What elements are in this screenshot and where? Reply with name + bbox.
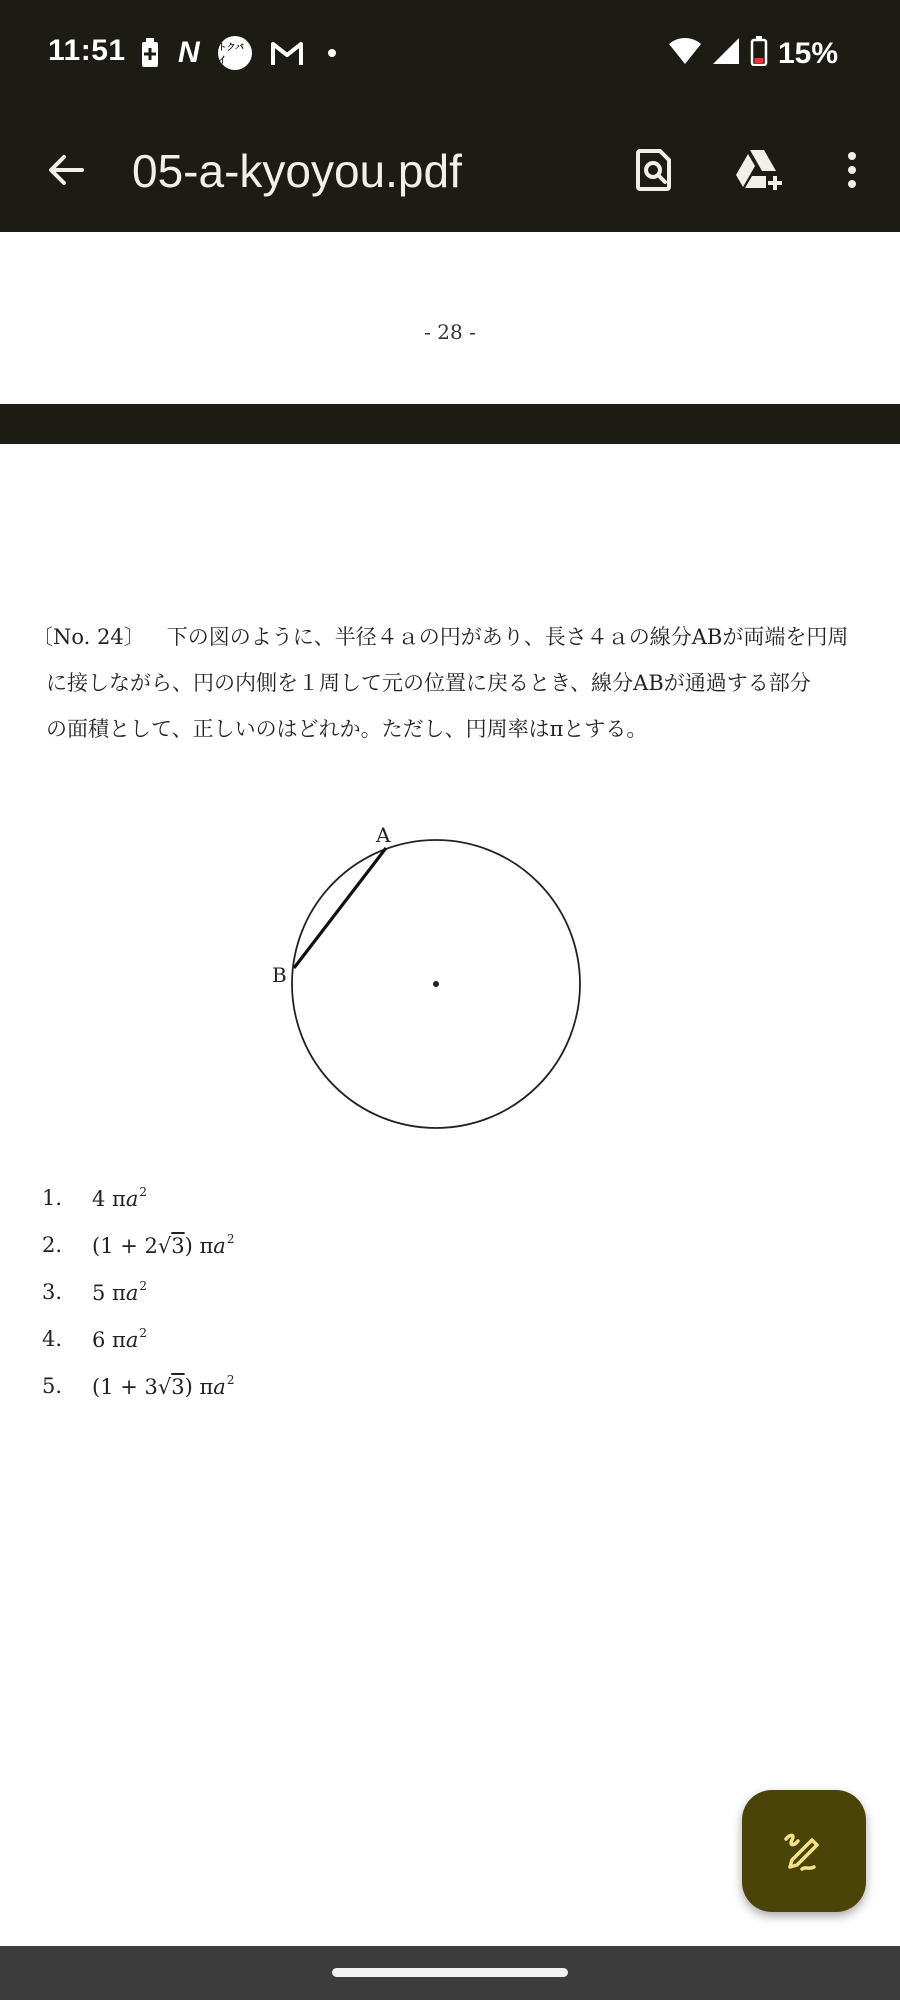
system-icons — [668, 36, 838, 71]
question-number: 〔No. 24〕 — [32, 625, 145, 649]
choice-post: ) π — [184, 1374, 214, 1399]
find-in-document-icon — [634, 148, 674, 192]
pdf-page-current — [0, 444, 900, 1946]
choice-2 — [42, 1221, 234, 1268]
choice-text — [92, 1185, 147, 1211]
choice-exp: 2 — [226, 1372, 235, 1387]
choice-exp: 2 — [226, 1231, 235, 1246]
choice-number: 1. — [42, 1185, 63, 1210]
choice-root: 3 — [171, 1233, 185, 1258]
battery-charging-icon — [140, 38, 160, 68]
segment-ab — [294, 848, 386, 968]
choice-coef: 5 π — [92, 1280, 126, 1305]
choice-var: a — [125, 1280, 139, 1305]
add-to-drive-icon — [735, 148, 785, 192]
page-number: - 28 - — [424, 320, 476, 344]
choice-coef: (1 + 2√ — [92, 1233, 172, 1258]
choice-5 — [42, 1362, 234, 1409]
choice-text — [92, 1373, 234, 1399]
choice-number: 2. — [42, 1232, 63, 1257]
choice-text — [92, 1326, 147, 1352]
status-time: 11:51 — [48, 34, 126, 67]
app-bar — [0, 110, 900, 232]
choice-number: 5. — [42, 1373, 63, 1398]
pdf-viewer[interactable] — [0, 232, 900, 1946]
gmail-icon — [270, 38, 304, 68]
question-line-3: の面積として、正しいのはどれか。ただし、円周率はπとする。 — [46, 717, 648, 741]
answer-choices — [42, 1174, 234, 1409]
notification-icons — [140, 36, 336, 70]
question-line-2: に接しながら、円の内側を１周して元の位置に戻るとき、線分ABが通過する部分 — [46, 671, 811, 695]
back-arrow-icon — [46, 150, 86, 190]
annotate-button[interactable] — [742, 1790, 866, 1912]
circle-center — [433, 981, 439, 987]
home-indicator[interactable] — [332, 1968, 568, 1977]
choice-post: ) π — [184, 1233, 214, 1258]
choice-var: a — [125, 1186, 139, 1211]
back-button[interactable] — [36, 140, 96, 200]
choice-root: 3 — [171, 1374, 185, 1399]
question-line-1 — [32, 614, 876, 660]
more-vert-icon — [846, 150, 858, 190]
n-app-icon: N — [178, 36, 200, 69]
choice-exp: 2 — [139, 1325, 148, 1340]
choice-1 — [42, 1174, 234, 1221]
choice-number: 4. — [42, 1326, 63, 1351]
navigation-bar — [0, 1946, 900, 2000]
pdf-page-previous — [0, 232, 900, 404]
choice-var: a — [125, 1327, 139, 1352]
choice-coef: 6 π — [92, 1327, 126, 1352]
signal-icon — [712, 37, 740, 70]
question-text — [32, 614, 876, 752]
choice-text — [92, 1232, 234, 1258]
status-bar — [0, 0, 900, 110]
label-a: A — [376, 823, 391, 847]
choice-4 — [42, 1315, 234, 1362]
annotate-pen-icon — [780, 1827, 828, 1875]
tokubai-icon: トクバイ — [218, 36, 252, 70]
choice-exp: 2 — [139, 1184, 148, 1199]
wifi-icon — [668, 37, 702, 70]
add-to-drive-button[interactable] — [730, 140, 790, 200]
battery-percent: 15% — [777, 36, 838, 70]
circle-figure — [250, 794, 610, 1134]
question-line-1-text: 下の図のように、半径４ａの円があり、長さ４ａの線分ABが両端を円周 — [166, 625, 849, 649]
dot-icon — [328, 49, 336, 57]
file-title: 05-a-kyoyou.pdf — [132, 145, 462, 197]
choice-exp: 2 — [139, 1278, 148, 1293]
choice-text — [92, 1279, 147, 1305]
choice-var: a — [213, 1233, 226, 1258]
find-in-document-button[interactable] — [624, 140, 684, 200]
battery-low-icon — [750, 36, 768, 71]
choice-coef: (1 + 3√ — [92, 1374, 172, 1399]
label-b: B — [272, 963, 287, 987]
choice-var: a — [213, 1374, 226, 1399]
choice-number: 3. — [42, 1279, 63, 1304]
more-options-button[interactable] — [822, 140, 882, 200]
choice-coef: 4 π — [92, 1186, 126, 1211]
choice-3 — [42, 1268, 234, 1315]
